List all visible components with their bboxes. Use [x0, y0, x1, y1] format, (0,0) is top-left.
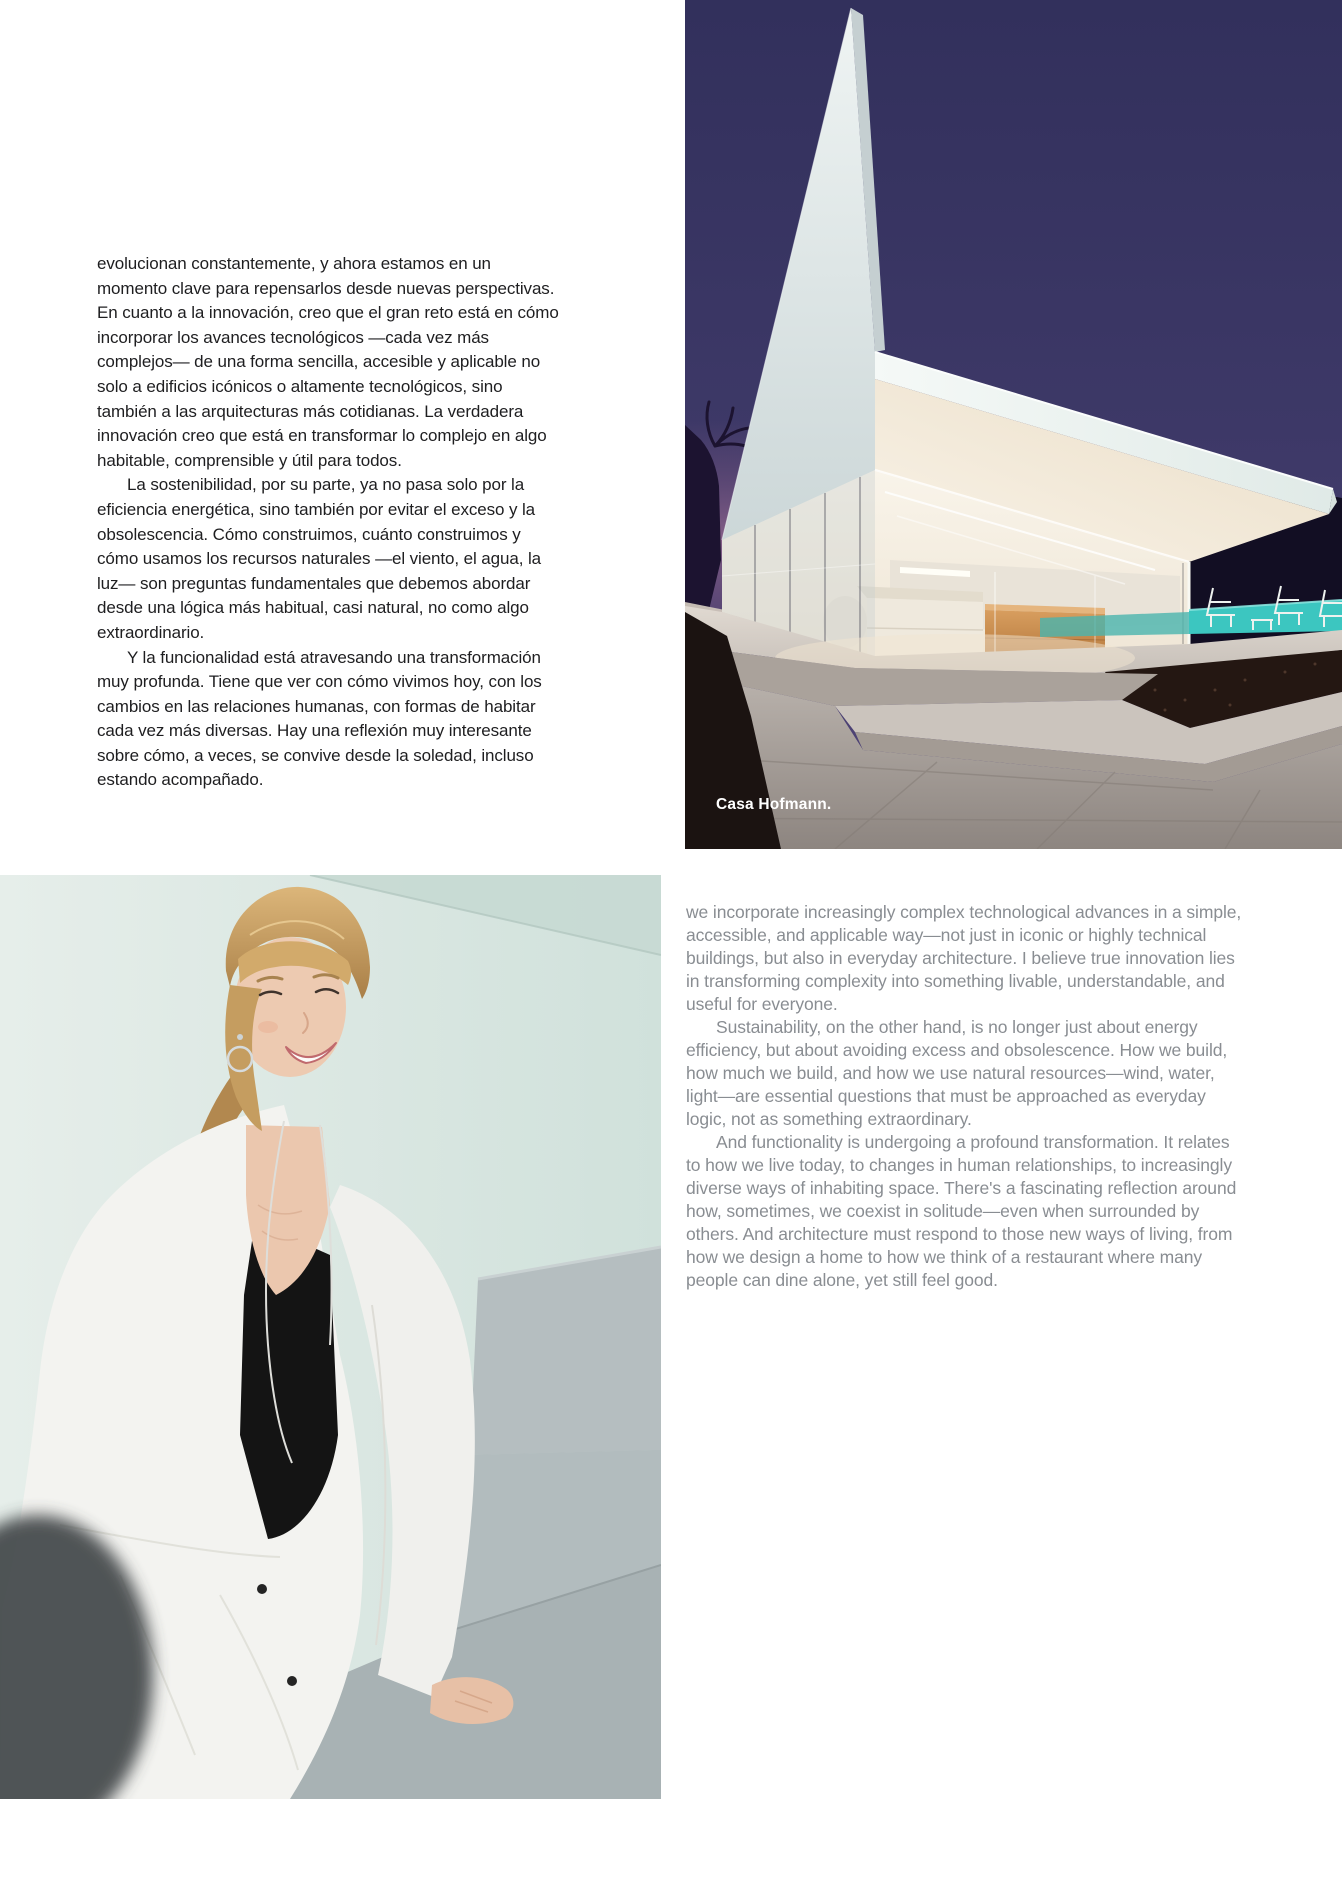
- spanish-text-column: [97, 252, 559, 793]
- jacket-button-1: [257, 1584, 267, 1594]
- english-paragraph-2: Sustainability, on the other hand, is no longer just about energy efficiency, but about avoiding excess and obsolescence. How we build, how much we build, and how we use natural resources—wind, water, light—are essential questions that must be approached as everyday logic, not as something extraordinary.: [686, 1017, 1228, 1129]
- portrait-photo: [0, 875, 661, 1799]
- portrait-photo-illustration: [0, 875, 661, 1799]
- english-text-column: [686, 901, 1244, 1292]
- house-photo-illustration: [685, 0, 1342, 849]
- jacket-button-2: [287, 1676, 297, 1686]
- spanish-paragraph-2: La sostenibilidad, por su parte, ya no pasa solo por la eficiencia energética, sino también por evitar el exceso y la obsolescencia. Cómo construimos, cuánto construimos y cómo usamos los recursos naturales —el viento, el agua, la luz— son preguntas fundamentales que debemos abordar desde una lógica más habitual, casi natural, no como algo extraordinario.: [97, 475, 541, 642]
- english-paragraph-1: we incorporate increasingly complex technological advances in a simple, accessible, and applicable way—not just in iconic or highly technical buildings, but also in everyday architecture. I believe true innovation lies in transforming complexity into something livable, understandable, and useful for everyone.: [686, 902, 1242, 1014]
- english-paragraph-3: And functionality is undergoing a profound transformation. It relates to how we live today, to changes in human relationships, to increasingly diverse ways of inhabiting space. There's a fascinating reflection around how, sometimes, we coexist in solitude—even when surrounded by others. And architecture must respond to those new ways of living, from how we design a home to how we think of a restaurant where many people can dine alone, yet still feel good.: [686, 1132, 1237, 1290]
- stud-earring: [237, 1034, 243, 1040]
- cheek-blush: [258, 1021, 278, 1033]
- spanish-paragraph-1: evolucionan constantemente, y ahora estamos en un momento clave para repensarlos desde nuevas perspectivas. En cuanto a la innovación, creo que el gran reto está en cómo incorporar los avances tecnológicos —cada vez más complejos— de una forma sencilla, accesible y aplicable no solo a edificios icónicos o altamente tecnológicos, sino también a las arquitecturas más cotidianas. La verdadera innovación creo que está en transformar lo complejo en algo habitable, comprensible y útil para todos.: [97, 254, 559, 470]
- spanish-paragraph-3: Y la funcionalidad está atravesando una transformación muy profunda. Tiene que ver con cómo vivimos hoy, con los cambios en las relaciones humanas, con formas de habitar cada vez más diversas. Hay una reflexión muy interesante sobre cómo, a veces, se convive desde la soledad, incluso estando acompañado.: [97, 647, 542, 790]
- couch-back: [470, 1247, 661, 1455]
- house-photo: [685, 0, 1342, 849]
- photo-caption: Casa Hofmann.: [716, 796, 832, 813]
